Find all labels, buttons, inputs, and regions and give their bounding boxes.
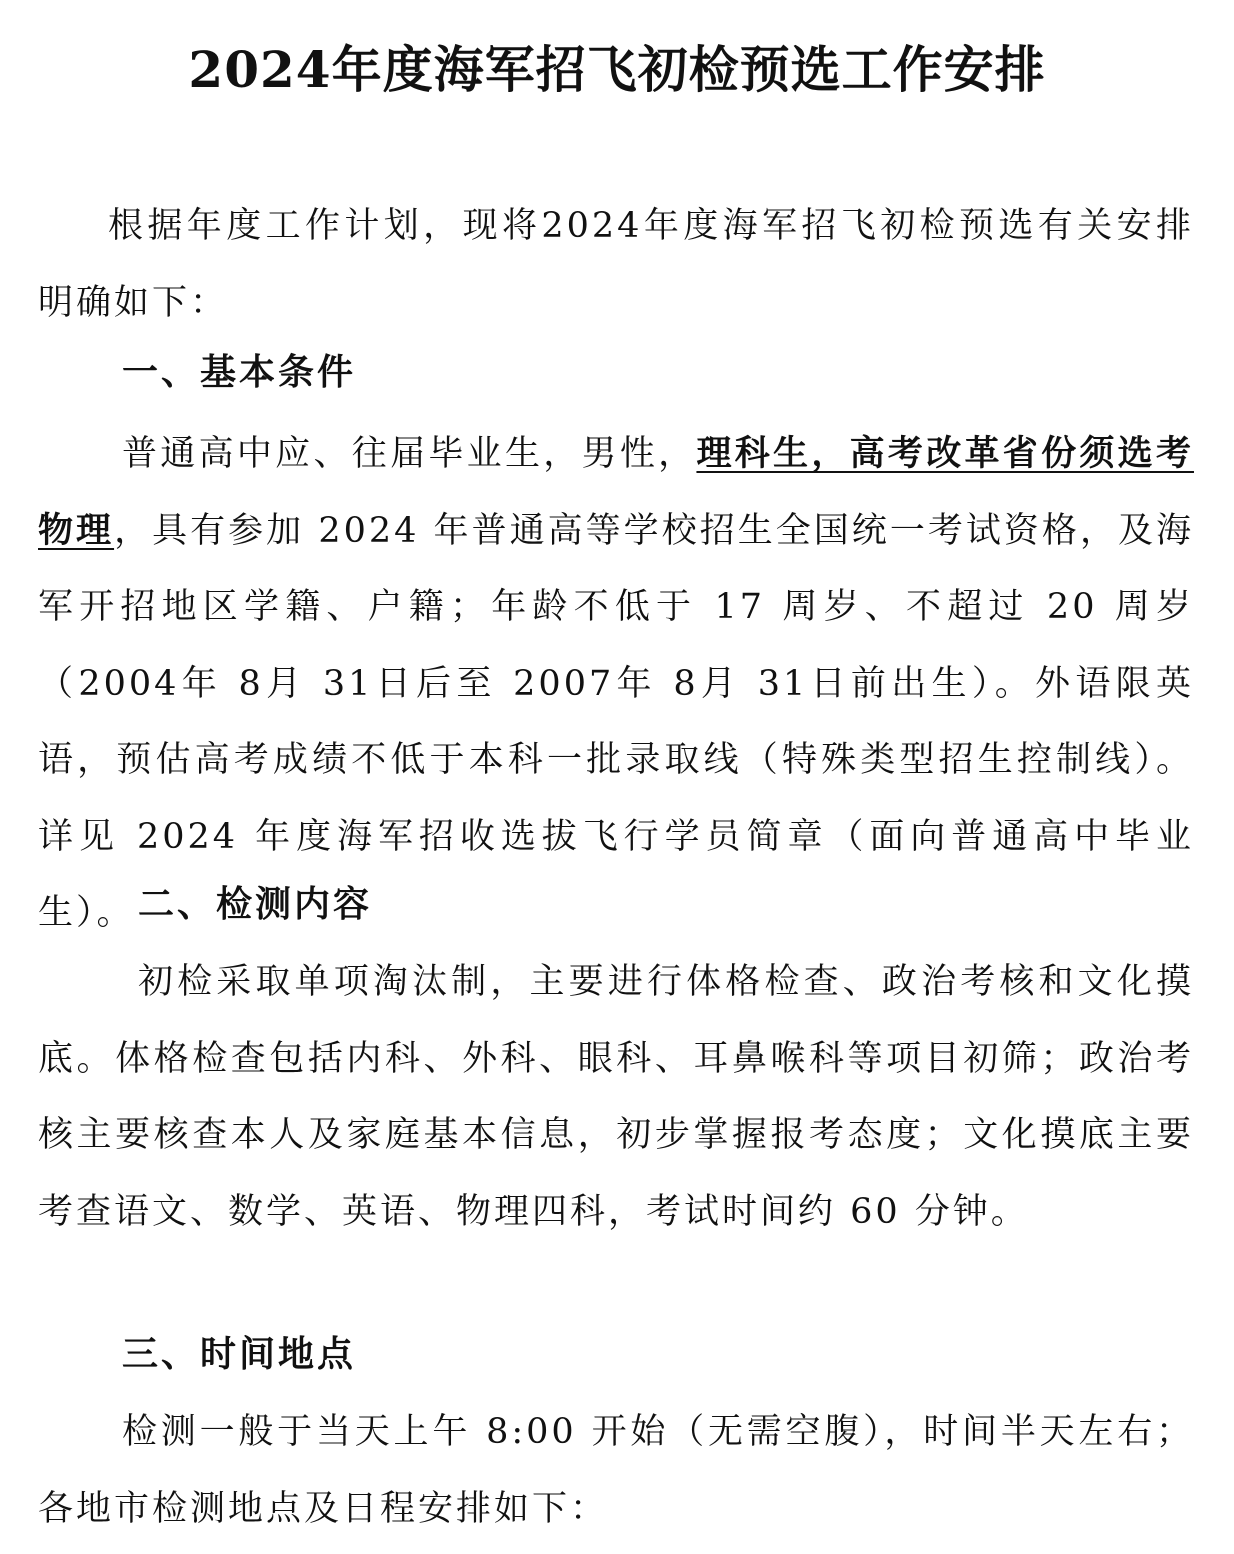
conditions-text-end: ，具有参加 2024 年普通高等学校招生全国统一考试资格，及海军开招地区学籍、户籍；年龄不低于 17 周岁、不超过 20 周岁（2004年 8月 31日后至 2007年 8月 31日前出生）。外语限英语，预估高考成绩不低于本科一批录取线（特殊类型招生控制线）。详见 2024 年度海军招收选拔飞行学员简章（面向普通高中毕业生）。	[38, 510, 1194, 933]
test-content-paragraph: 初检采取单项淘汰制，主要进行体格检查、政治考核和文化摸底。体格检查包括内科、外科、眼科、耳鼻喉科等项目初筛；政治考核主要核查本人及家庭基本信息，初步掌握报考态度；文化摸底主要考查语文、数学、英语、物理四科，考试时间约 60 分钟。	[38, 962, 1194, 1232]
conditions-emphasis: 理科生，高考改革省份须选考物理	[38, 434, 1194, 551]
conditions-text-start: 普通高中应、往届毕业生，男性，	[122, 434, 697, 474]
section-heading-test-content: 二、检测内容	[138, 884, 373, 925]
basic-conditions-paragraph	[38, 416, 1194, 952]
document-title: 2024年度海军招飞初检预选工作安排	[188, 40, 1046, 99]
intro-paragraph: 根据年度工作计划，现将2024年度海军招飞初检预选有关安排明确如下：	[38, 206, 1194, 323]
section-heading-time-location: 三、时间地点	[122, 1334, 357, 1375]
section-heading-basic-conditions: 一、基本条件	[122, 352, 357, 393]
time-location-paragraph: 检测一般于当天上午 8:00 开始（无需空腹），时间半天左右；各地市检测地点及日程安排如下：	[38, 1412, 1194, 1529]
